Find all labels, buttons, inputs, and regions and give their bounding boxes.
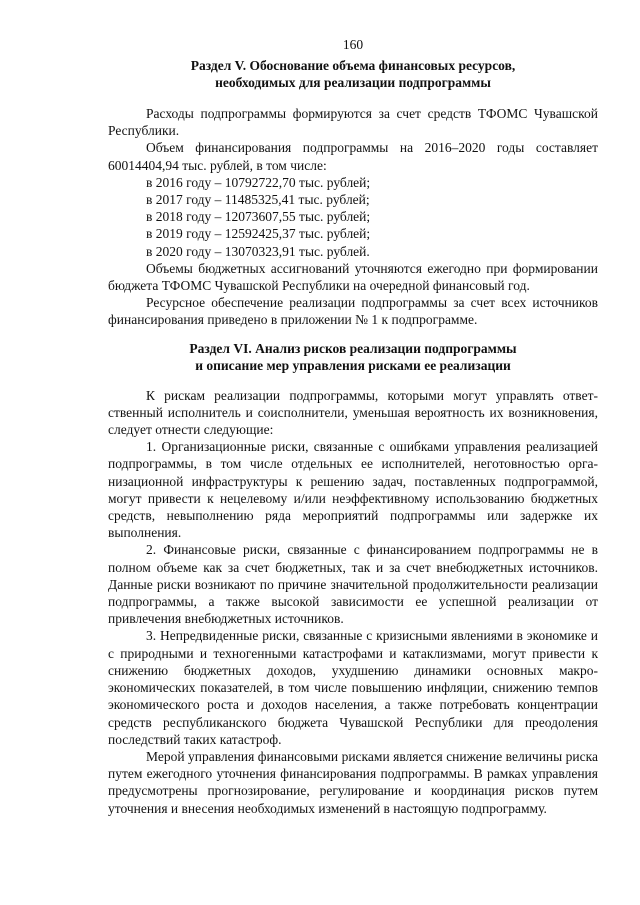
section-5-body	[108, 105, 598, 329]
page-number: 160	[342, 37, 364, 52]
paragraph: 1. Организационные риски, связанные с ошибками управления реализацией подпрограммы, в том числе отдельных ее исполнителей, неготовностью организационной инфраструктуры к решению задач, поставленных подпрограммой, могут привести к нецелевому и/или неэффективному использованию бюджетных средств, невыполнению ряда мероприятий подпрограммы или задержке их выполнения.	[108, 439, 598, 541]
paragraph: Мерой управления финансовыми рисками является снижение величины риска путем ежегодного уточнения финансирования подпрограммы. В рамках управления предусмотрены прогнозирование, регулирование и координация рисков путем уточнения и внесения необходимых изменений в настоящую подпрограмму.	[108, 748, 598, 816]
section-5-title-line-1: Раздел V. Обоснование объема финансовых ресурсов,	[190, 58, 516, 73]
funding-year-line: в 2019 году – 12592425,37 тыс. рублей;	[146, 226, 371, 242]
paragraph: 3. Непредвиденные риски, связанные с кризисными явлениями в экономике и с природными и техногенными катастрофами и катаклизмами, могут привести к снижению бюджетных доходов, ухудшению динамики основных макроэкономических показателей, в том числе повышению инфляции, снижению темпов экономического роста и доходов населения, а также потребовать концентрации средств республиканского бюджета Чувашской Республики для преодоления последствий таких катастроф.	[108, 628, 598, 747]
section-6-title-line-1: Раздел VI. Анализ рисков реализации подпрограммы	[189, 340, 517, 356]
funding-year-line: в 2016 году – 10792722,70 тыс. рублей;	[146, 174, 371, 190]
paragraph: 2. Финансовые риски, связанные с финансированием подпрограммы не в полном объеме как за счет бюджетных, так и за счет внебюджетных источников. Данные риски возникают по причине значительной продолжительности реализации подпрограммы, а также высокой зависимости ее успешной реализации от привлечения внебюджетных источников.	[108, 542, 598, 627]
section-6-title-line-2: и описание мер управления рисками ее реализации	[195, 357, 511, 373]
paragraph: Ресурсное обеспечение реализации подпрограммы за счет всех источников финансирования приведено в приложении № 1 к подпрограмме.	[108, 295, 598, 328]
section-5-title-line-2: необходимых для реализации подпрограммы	[215, 75, 491, 90]
paragraph: Объем финансирования подпрограммы на 2016–2020 годы составляет 60014404,94 тыс. рублей, в том числе:	[108, 140, 598, 173]
paragraph: К рискам реализации подпрограммы, которыми могут управлять ответственный исполнитель и соисполнители, уменьшая вероятность их возникновения, следует отнести следующие:	[108, 387, 598, 438]
funding-year-line: в 2018 году – 12073607,55 тыс. рублей;	[146, 209, 371, 225]
paragraph: Расходы подпрограммы формируются за счет средств ТФОМС Чувашской Республики.	[108, 106, 598, 139]
section-5-title	[108, 57, 598, 91]
paragraph: Объемы бюджетных ассигнований уточняются ежегодно при формировании бюджета ТФОМС Чувашской Республики на очередной финансовый год.	[108, 260, 598, 294]
funding-year-line: в 2020 году – 13070323,91 тыс. рублей.	[146, 243, 370, 259]
funding-year-line: в 2017 году – 11485325,41 тыс. рублей;	[146, 192, 370, 208]
section-6-body	[108, 387, 598, 817]
section-6-title	[108, 340, 598, 374]
document-page	[108, 36, 598, 817]
